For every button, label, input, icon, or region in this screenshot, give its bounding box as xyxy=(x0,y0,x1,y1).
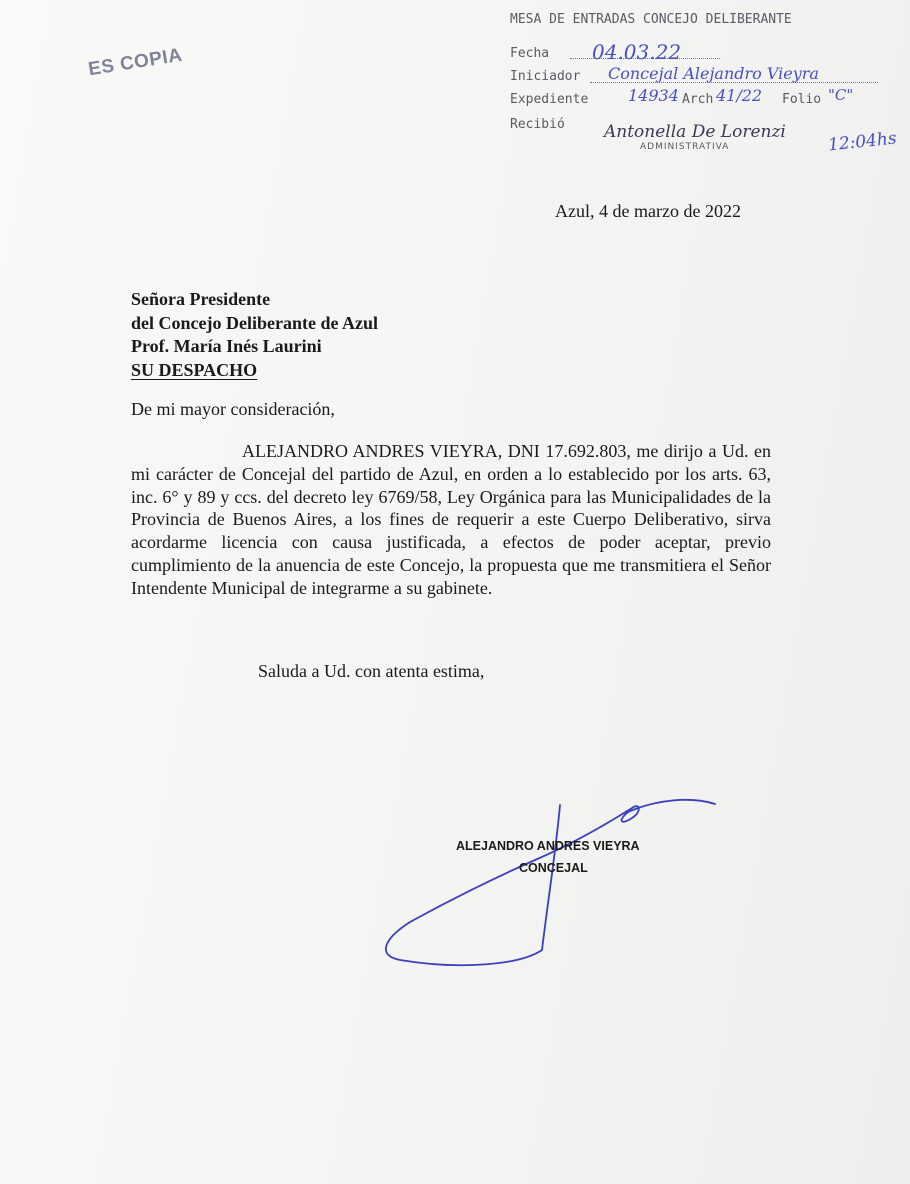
recibio-label: Recibió xyxy=(510,117,565,132)
letter-body: ALEJANDRO ANDRES VIEYRA, DNI 17.692.803, me dirijo a Ud. en mi carácter de Concejal del partido de Azul, en orden a lo establecido por los arts. 63, inc. 6° y 89 y ccs. del decreto ley 6769/58, Ley Orgánica para las Municipalidades de la Provincia de Buenos Aires, a los fines de requerir a este Cuerpo Deliberativo, sirva acordarme licencia con causa justificada, a efectos de poder aceptar, previo cumplimiento de la anuencia de este Concejo, la propuesta que me transmitiera el Señor Intendente Municipal de integrarme a su gabinete. xyxy=(131,441,771,598)
addressee-line: del Concejo Deliberante de Azul xyxy=(131,312,378,333)
iniciador-label: Iniciador xyxy=(510,69,581,84)
recibio-role: ADMINISTRATIVA xyxy=(640,142,730,152)
addressee-block xyxy=(131,288,378,382)
fecha-label: Fecha xyxy=(510,46,550,61)
iniciador-handwritten: Concejal Alejandro Vieyra xyxy=(608,64,819,83)
fecha-handwritten: 04.03.22 xyxy=(592,40,682,64)
reception-header: MESA DE ENTRADAS CONCEJO DELIBERANTE xyxy=(510,12,792,27)
folio-handwritten: "C" xyxy=(828,86,854,104)
salutation: De mi mayor consideración, xyxy=(131,399,335,419)
addressee-line: Prof. María Inés Laurini xyxy=(131,336,322,356)
archivo-label: Arch xyxy=(682,92,714,107)
expediente-label: Expediente xyxy=(510,92,589,107)
reception-stamp xyxy=(510,12,898,162)
su-despacho: SU DESPACHO xyxy=(131,359,258,380)
addressee-line: Señora Presidente xyxy=(131,289,271,309)
handwritten-signature xyxy=(370,790,730,980)
signer-name: ALEJANDRO ANDRES VIEYRA xyxy=(456,839,640,853)
closing-line: Saluda a Ud. con atenta estima, xyxy=(258,661,485,681)
signer-role: CONCEJAL xyxy=(519,861,588,875)
es-copia-stamp: ES COPIA xyxy=(86,44,184,81)
archivo-handwritten: 41/22 xyxy=(716,86,763,105)
expediente-handwritten: 14934 xyxy=(628,86,679,105)
folio-label: Folio xyxy=(782,92,822,107)
letter-date: Azul, 4 de marzo de 2022 xyxy=(555,201,741,221)
recibio-signature: Antonella De Lorenzi xyxy=(604,122,786,142)
hora-handwritten: 12:04hs xyxy=(827,128,898,156)
